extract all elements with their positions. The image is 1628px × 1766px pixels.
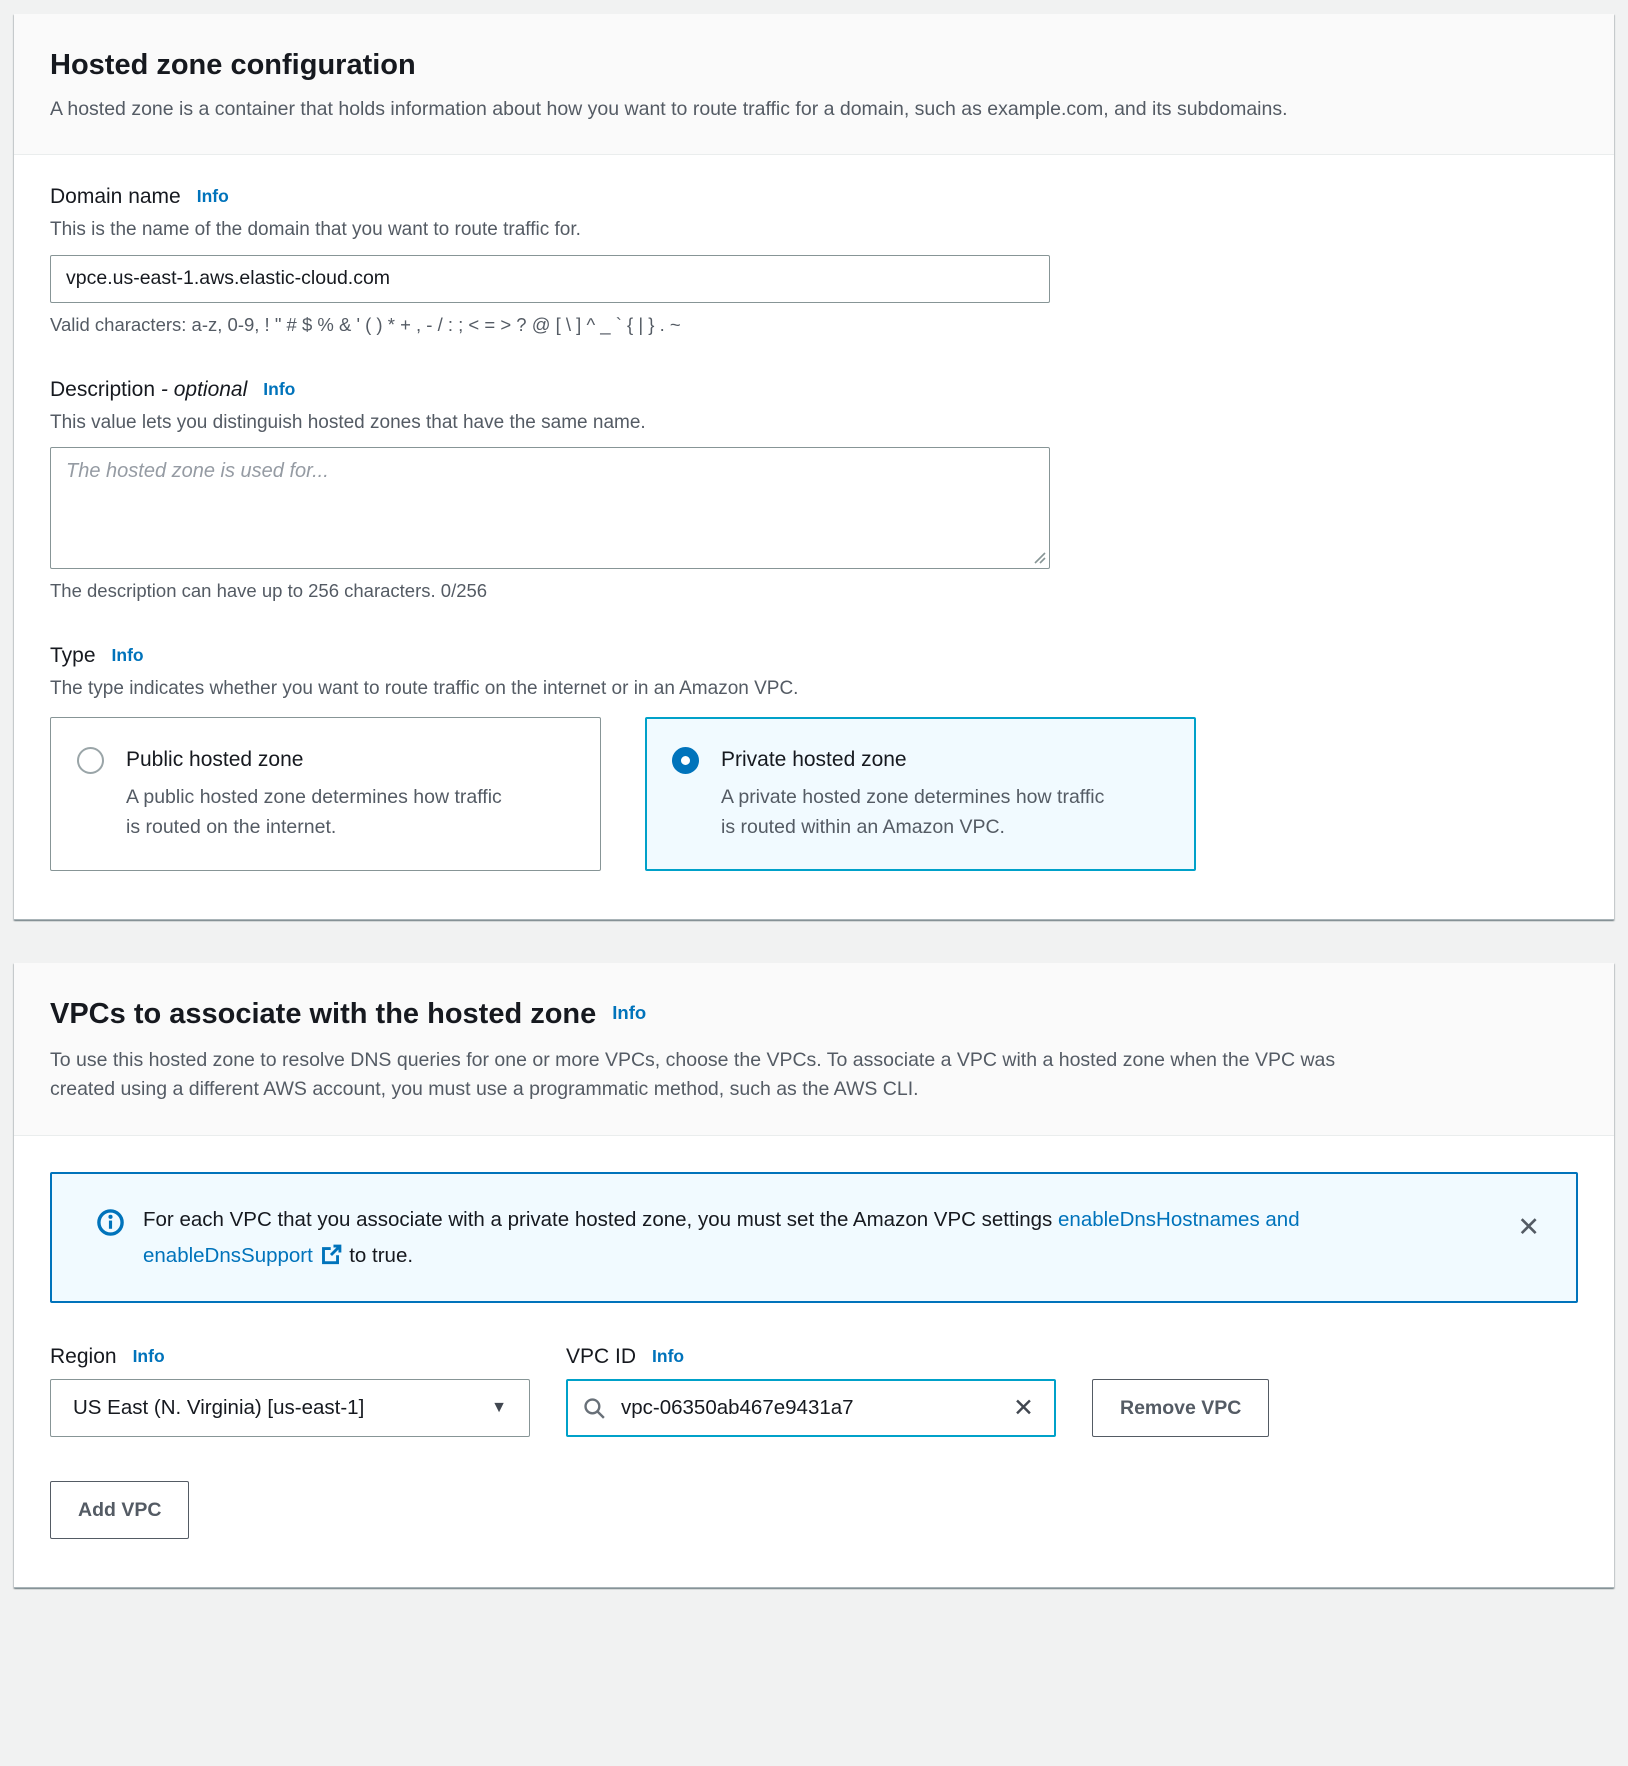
public-hosted-zone-option[interactable] bbox=[50, 717, 601, 872]
hosted-zone-configuration-card bbox=[14, 14, 1614, 920]
vpc-id-info-link[interactable]: Info bbox=[652, 1346, 685, 1367]
type-label: Type bbox=[50, 644, 96, 668]
alert-dns-settings-link[interactable]: enableDnsHostnames and enableDnsSupport bbox=[143, 1207, 1300, 1267]
remove-vpc-button[interactable]: Remove VPC bbox=[1092, 1379, 1269, 1437]
domain-name-label-row bbox=[50, 185, 1578, 209]
private-hosted-zone-description: A private hosted zone determines how traffic is routed within an Amazon VPC. bbox=[721, 785, 1105, 839]
domain-name-input[interactable] bbox=[50, 255, 1050, 303]
alert-text-before-link: For each VPC that you associate with a private hosted zone, you must set the Amazon VPC settings bbox=[143, 1207, 1053, 1231]
description-optional-suffix: - optional bbox=[160, 377, 248, 401]
description-field-description: This value lets you distinguish hosted zones that have the same name. bbox=[50, 411, 646, 433]
description-textarea-wrap bbox=[50, 447, 1050, 569]
type-label-row bbox=[50, 644, 1578, 668]
domain-name-label: Domain name bbox=[50, 185, 181, 209]
vpc-id-label-row bbox=[566, 1345, 1056, 1369]
close-icon[interactable]: ✕ bbox=[1509, 1206, 1548, 1249]
type-options bbox=[50, 717, 1578, 872]
info-icon bbox=[96, 1208, 125, 1237]
domain-name-constraint: Valid characters: a-z, 0-9, ! " # $ % & ' ( ) * + , - / : ; < = > ? @ [ \ ] ^ _ ` { | } . ~ bbox=[50, 313, 681, 335]
radio-unchecked-icon[interactable] bbox=[77, 747, 104, 774]
alert-text-after-link: to true. bbox=[349, 1243, 414, 1267]
vpcs-card-description: To use this hosted zone to resolve DNS queries for one or more VPCs, choose the VPCs. To associate a VPC with a hosted zone when the VPC was created using a different AWS account, you must use a programmatic method, such as the AWS CLI. bbox=[50, 1049, 1336, 1101]
region-column bbox=[50, 1345, 530, 1437]
vpc-settings-info-alert bbox=[50, 1172, 1578, 1304]
vpc-id-search-box bbox=[566, 1379, 1056, 1437]
region-info-link[interactable]: Info bbox=[132, 1346, 165, 1367]
type-description: The type indicates whether you want to route traffic on the internet or in an Amazon VPC. bbox=[50, 678, 799, 700]
private-hosted-zone-option[interactable] bbox=[645, 717, 1196, 872]
vpcs-card-body bbox=[14, 1136, 1614, 1588]
region-label: Region bbox=[50, 1345, 117, 1369]
description-constraint: The description can have up to 256 characters. 0/256 bbox=[50, 580, 488, 602]
private-hosted-zone-title: Private hosted zone bbox=[721, 747, 907, 771]
add-vpc-button[interactable]: Add VPC bbox=[50, 1481, 189, 1539]
public-hosted-zone-title: Public hosted zone bbox=[126, 747, 304, 771]
type-info-link[interactable]: Info bbox=[111, 645, 144, 666]
hosted-zone-card-body bbox=[14, 155, 1614, 919]
vpc-id-input[interactable] bbox=[619, 1395, 993, 1421]
region-select-value: US East (N. Virginia) [us-east-1] bbox=[73, 1396, 365, 1420]
alert-message bbox=[143, 1202, 1303, 1274]
region-select[interactable] bbox=[50, 1379, 530, 1437]
vpcs-card-title: VPCs to associate with the hosted zone bbox=[50, 998, 597, 1031]
domain-name-info-link[interactable]: Info bbox=[196, 186, 229, 207]
description-textarea[interactable] bbox=[50, 447, 1050, 569]
vpcs-card-header bbox=[14, 963, 1614, 1135]
vpc-id-label: VPC ID bbox=[566, 1345, 637, 1369]
external-link-icon bbox=[321, 1244, 342, 1265]
vpcs-card-info-link[interactable]: Info bbox=[612, 1002, 647, 1024]
clear-icon[interactable]: ✕ bbox=[1005, 1394, 1042, 1423]
vpc-id-column bbox=[566, 1345, 1056, 1437]
type-field-group bbox=[50, 644, 1578, 871]
radio-checked-icon[interactable] bbox=[672, 747, 699, 774]
resize-handle-icon[interactable] bbox=[1032, 550, 1047, 565]
description-label-row bbox=[50, 378, 1578, 402]
public-hosted-zone-description: A public hosted zone determines how traffic is routed on the internet. bbox=[126, 785, 502, 839]
hosted-zone-card-description: A hosted zone is a container that holds information about how you want to route traffic for a domain, such as example.com, and its subdomains. bbox=[50, 97, 1288, 120]
private-hosted-zone-option-content bbox=[721, 746, 1111, 843]
vpc-association-row bbox=[50, 1345, 1578, 1437]
region-label-row bbox=[50, 1345, 530, 1369]
domain-name-description: This is the name of the domain that you want to route traffic for. bbox=[50, 219, 581, 241]
description-field-group bbox=[50, 378, 1578, 603]
description-info-link[interactable]: Info bbox=[263, 378, 296, 399]
hosted-zone-card-header bbox=[14, 14, 1614, 155]
hosted-zone-card-title: Hosted zone configuration bbox=[50, 49, 416, 81]
domain-name-field-group bbox=[50, 185, 1578, 336]
search-icon bbox=[582, 1396, 607, 1421]
description-label: Description bbox=[50, 377, 156, 401]
chevron-down-icon: ▼ bbox=[491, 1399, 507, 1417]
vpcs-associate-card bbox=[14, 963, 1614, 1588]
public-hosted-zone-option-content bbox=[126, 746, 516, 843]
